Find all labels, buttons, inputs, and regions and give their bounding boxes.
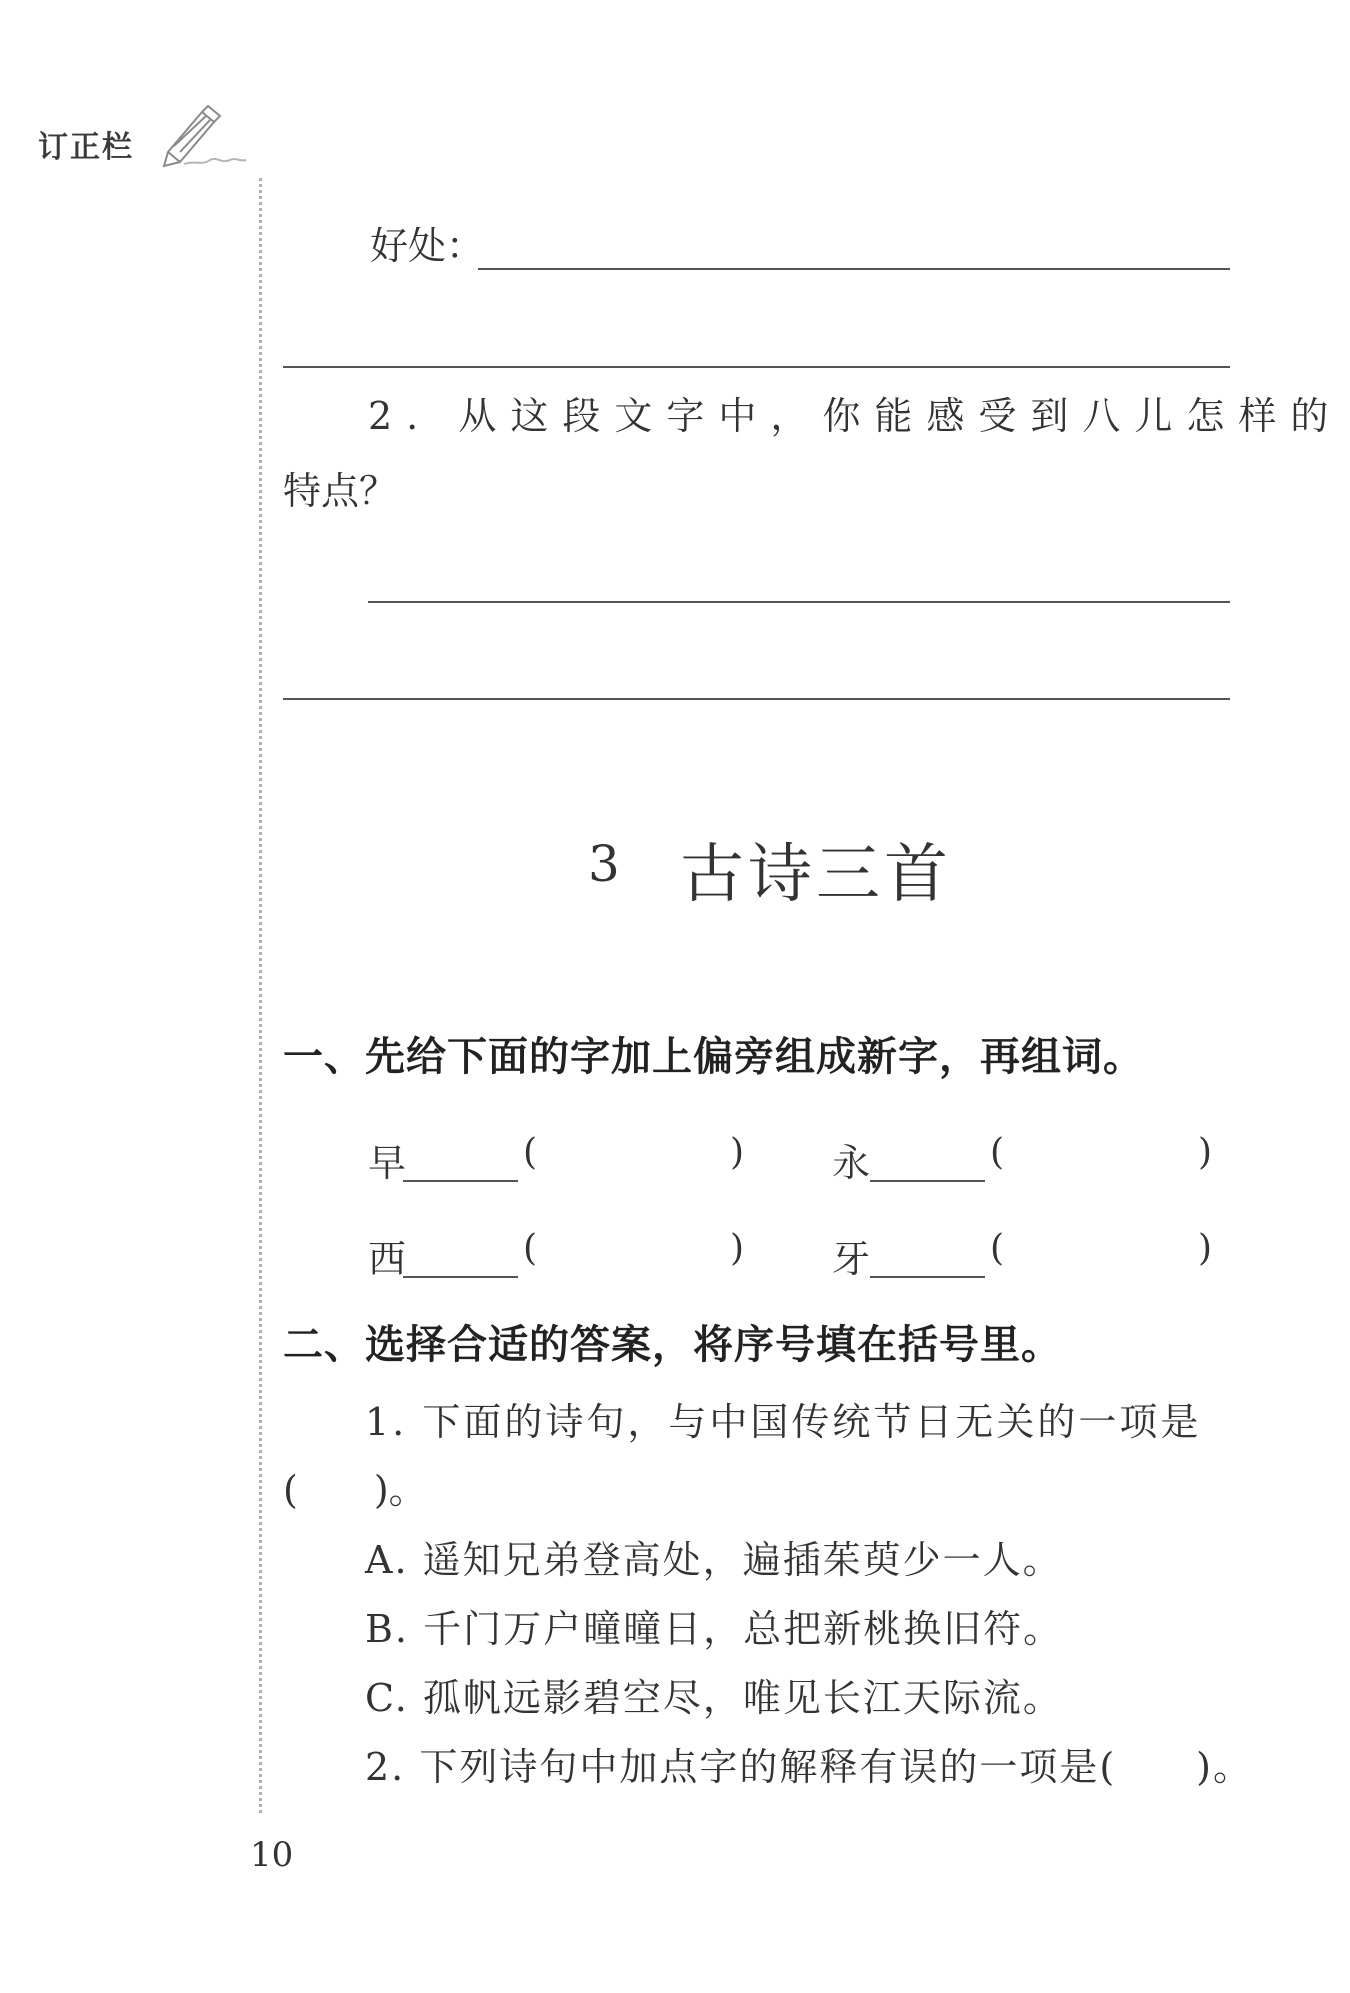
mc-question-1: 1. 下面的诗句，与中国传统节日无关的一项是 <box>365 1400 1202 1444</box>
benefit-answer-line-2[interactable] <box>283 366 1230 368</box>
option-b: B. 千门万户曈曈日，总把新桃换旧符。 <box>365 1607 1064 1651</box>
radical-char-1: 早 <box>368 1141 407 1185</box>
benefit-label: 好处： <box>370 224 485 268</box>
section-number: 3 <box>588 835 620 893</box>
part-2-heading: 二、选择合适的答案，将序号填在括号里。 <box>283 1322 1062 1368</box>
close-paren: ) <box>730 1228 745 1269</box>
close-paren: ) <box>1198 1228 1213 1269</box>
close-paren: ) <box>1198 1132 1213 1173</box>
question-2-answer-line-2[interactable] <box>283 698 1230 700</box>
pencil-icon <box>158 100 248 170</box>
question-2-answer-line[interactable] <box>368 601 1230 603</box>
radical-blank-2[interactable] <box>870 1180 985 1182</box>
radical-char-2: 永 <box>832 1141 871 1185</box>
question-2-text: 2. 从这段文字中，你能感受到八儿怎样的 <box>368 394 1343 438</box>
page-number: 10 <box>250 1835 294 1875</box>
open-paren: ( <box>990 1132 1005 1173</box>
radical-blank-4[interactable] <box>870 1276 985 1278</box>
radical-blank-1[interactable] <box>403 1180 518 1182</box>
question-2-text-cont: 特点？ <box>283 469 398 513</box>
open-paren: ( <box>523 1132 538 1173</box>
radical-char-4: 牙 <box>832 1237 871 1281</box>
radical-blank-3[interactable] <box>403 1276 518 1278</box>
radical-char-3: 西 <box>368 1237 407 1281</box>
mc-question-1-answer[interactable]: ( )。 <box>283 1468 427 1512</box>
open-paren: ( <box>990 1228 1005 1269</box>
open-paren: ( <box>523 1228 538 1269</box>
section-title: 古诗三首 <box>680 838 952 912</box>
option-a: A. 遥知兄弟登高处，遍插茱萸少一人。 <box>365 1538 1063 1582</box>
margin-divider <box>259 178 262 1813</box>
option-c: C. 孤帆远影碧空尽，唯见长江天际流。 <box>365 1676 1063 1720</box>
part-1-heading: 一、先给下面的字加上偏旁组成新字，再组词。 <box>283 1034 1144 1080</box>
benefit-answer-line[interactable] <box>478 268 1230 270</box>
close-paren: ) <box>730 1132 745 1173</box>
mc-question-2: 2. 下列诗句中加点字的解释有误的一项是( )。 <box>365 1745 1253 1789</box>
correction-column-label: 订正栏 <box>38 130 134 165</box>
